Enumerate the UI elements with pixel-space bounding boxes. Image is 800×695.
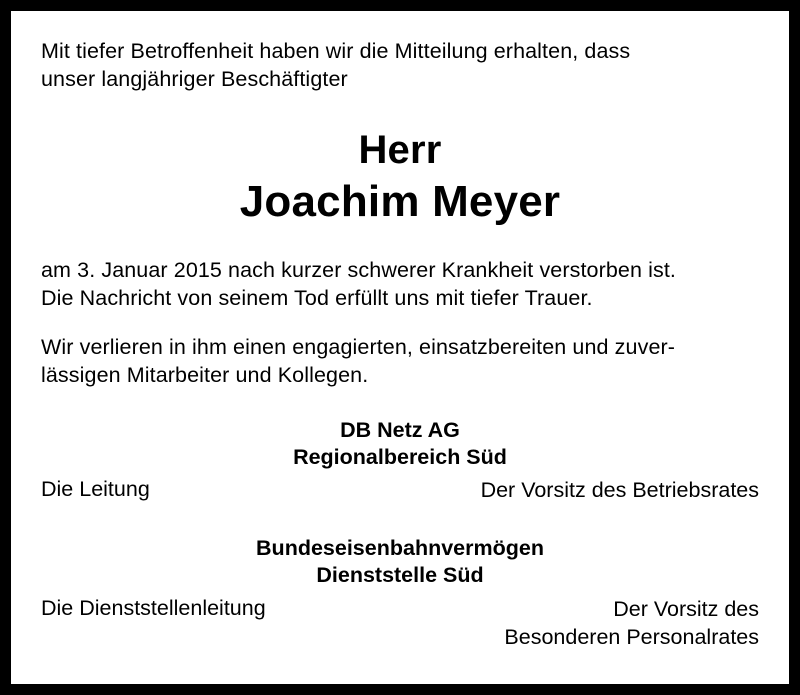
- organization-1-signer-left: Die Leitung: [41, 477, 150, 502]
- organization-1-title-line-2: Regionalbereich Süd: [293, 445, 507, 470]
- organization-2-signer-left: Die Dienststellenleitung: [41, 595, 266, 620]
- organization-1-signers: [41, 477, 759, 505]
- organization-block-2: [41, 535, 759, 651]
- organization-1-signer-right-line-1: Der Vorsitz des Betriebsrates: [480, 478, 759, 503]
- paragraph2-line-2: lässigen Mitarbeiter und Kollegen.: [41, 362, 369, 387]
- organization-2-title-line-2: Dienststelle Süd: [316, 563, 484, 588]
- intro-line-1: Mit tiefer Betroffenheit haben wir die Mitteilung erhalten, dass: [41, 39, 631, 63]
- deceased-salutation: Herr: [358, 127, 442, 172]
- organization-2-title-line-1: Bundeseisenbahnvermögen: [256, 536, 544, 561]
- organization-1-signer-right: [481, 477, 759, 505]
- organization-block-1: [41, 417, 759, 505]
- deceased-name-block: [41, 128, 759, 226]
- paragraph2-line-1: Wir verlieren in ihm einen engagierten, einsatzbereiten und zuver-: [41, 334, 676, 359]
- organization-2-signer-right-line-2: Besonderen Personalrates: [504, 624, 759, 649]
- organization-1-title-line-1: DB Netz AG: [340, 418, 460, 443]
- paragraph-spacer: [41, 313, 759, 333]
- intro-line-2: unser langjähriger Beschäftigter: [41, 67, 348, 92]
- organization-2-signers: [41, 596, 759, 652]
- paragraph-death-announcement: [41, 256, 759, 313]
- organization-2-signer-right: [504, 596, 759, 652]
- intro-text: [41, 37, 759, 94]
- paragraph1-line-2: Die Nachricht von seinem Tod erfüllt uns mit tiefer Trauer.: [41, 286, 593, 311]
- paragraph1-line-1: am 3. Januar 2015 nach kurzer schwerer Krankheit verstorben ist.: [41, 257, 676, 282]
- deceased-name: Joachim Meyer: [239, 176, 561, 226]
- paragraph-tribute: [41, 333, 759, 390]
- organization-2-signer-right-line-1: Der Vorsitz des: [613, 596, 759, 621]
